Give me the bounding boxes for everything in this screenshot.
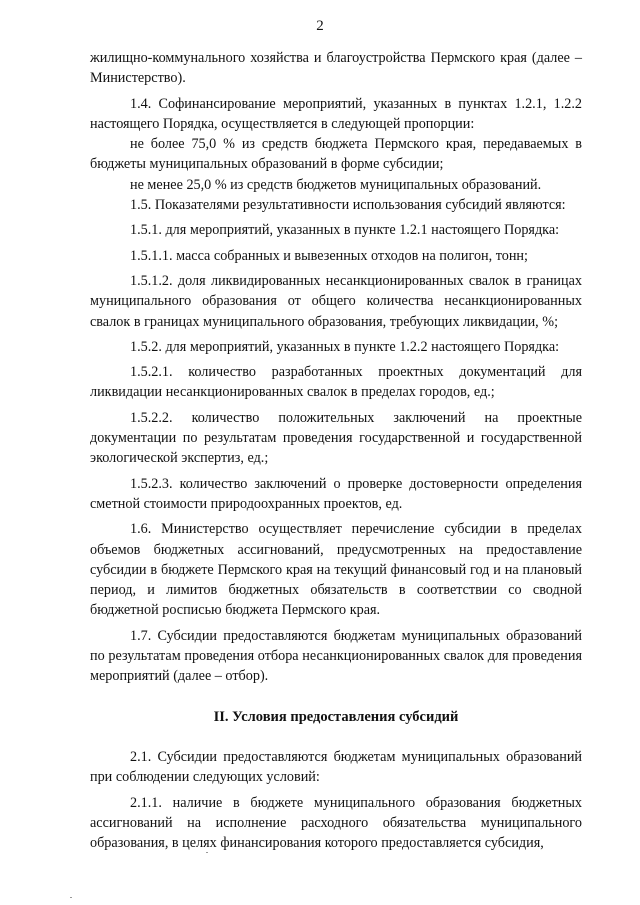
paragraph-1-5-2-3: 1.5.2.3. количество заключений о проверке достоверности определения сметной стоимости природоохранных проектов, ед. — [90, 475, 582, 512]
scan-speck — [70, 897, 72, 898]
paragraph-1-4: 1.4. Софинансирование мероприятий, указанных в пунктах 1.2.1, 1.2.2 настоящего Порядка, осуществляется в следующей пропорции: — [90, 95, 582, 132]
paragraph-1-5-2-2: 1.5.2.2. количество положительных заключений на проектные документации по результатам проведения государственной и государственной экологической экспертиз, ед.; — [90, 409, 582, 467]
paragraph-2-1-1: 2.1.1. наличие в бюджете муниципального образования бюджетных ассигнований на исполнение расходного обязательства муниципального образования, в целях финансирования которого предоставляется субсидия, — [90, 794, 582, 852]
paragraph-1-5-1-2: 1.5.1.2. доля ликвидированных несанкционированных свалок в границах муниципального образования от общего количества несанкционированных свалок в границах муниципального образования, требующих ликвидации, %; — [90, 272, 582, 330]
document-body — [90, 48, 582, 853]
paragraph-1-5-1-1: 1.5.1.1. масса собранных и вывезенных отходов на полигон, тонн; — [130, 247, 528, 264]
scan-speck — [206, 852, 208, 853]
section-heading: II. Условия предоставления субсидий — [213, 708, 459, 725]
paragraph-1-5-1: 1.5.1. для мероприятий, указанных в пункте 1.2.1 настоящего Порядка: — [130, 222, 560, 239]
paragraph-proportion-25: не менее 25,0 % из средств бюджетов муниципальных образований. — [130, 176, 542, 193]
paragraph-1-5-2-1: 1.5.2.1. количество разработанных проектных документаций для ликвидации несанкционированных свалок в пределах городов, ед.; — [90, 364, 582, 401]
page-number: 2 — [316, 18, 324, 34]
paragraph-1-6: 1.6. Министерство осуществляет перечисление субсидии в пределах объемов бюджетных ассигнований, предусмотренных на предоставление субсидии в бюджете Пермского края на текущий финансовый год и на плановый период, и лимитов бюджетных обязательств в соответствии со сводной бюджетной росписью бюджета Пермского края. — [90, 521, 582, 619]
paragraph-proportion-75: не более 75,0 % из средств бюджета Пермского края, передаваемых в бюджеты муниципальных образований в форме субсидии; — [90, 136, 582, 173]
paragraph-1-7: 1.7. Субсидии предоставляются бюджетам муниципальных образований по результатам проведения отбора несанкционированных свалок для проведения мероприятий (далее – отбор). — [90, 627, 582, 685]
paragraph-2-1: 2.1. Субсидии предоставляются бюджетам муниципальных образований при соблюдении следующих условий: — [90, 748, 582, 786]
paragraph-1-5-2: 1.5.2. для мероприятий, указанных в пункте 1.2.2 настоящего Порядка: — [130, 338, 560, 355]
paragraph-1-5: 1.5. Показателями результативности использования субсидий являются: — [130, 197, 566, 214]
paragraph-continuation: жилищно-коммунального хозяйства и благоустройства Пермского края (далее – Министерство). — [90, 50, 582, 87]
